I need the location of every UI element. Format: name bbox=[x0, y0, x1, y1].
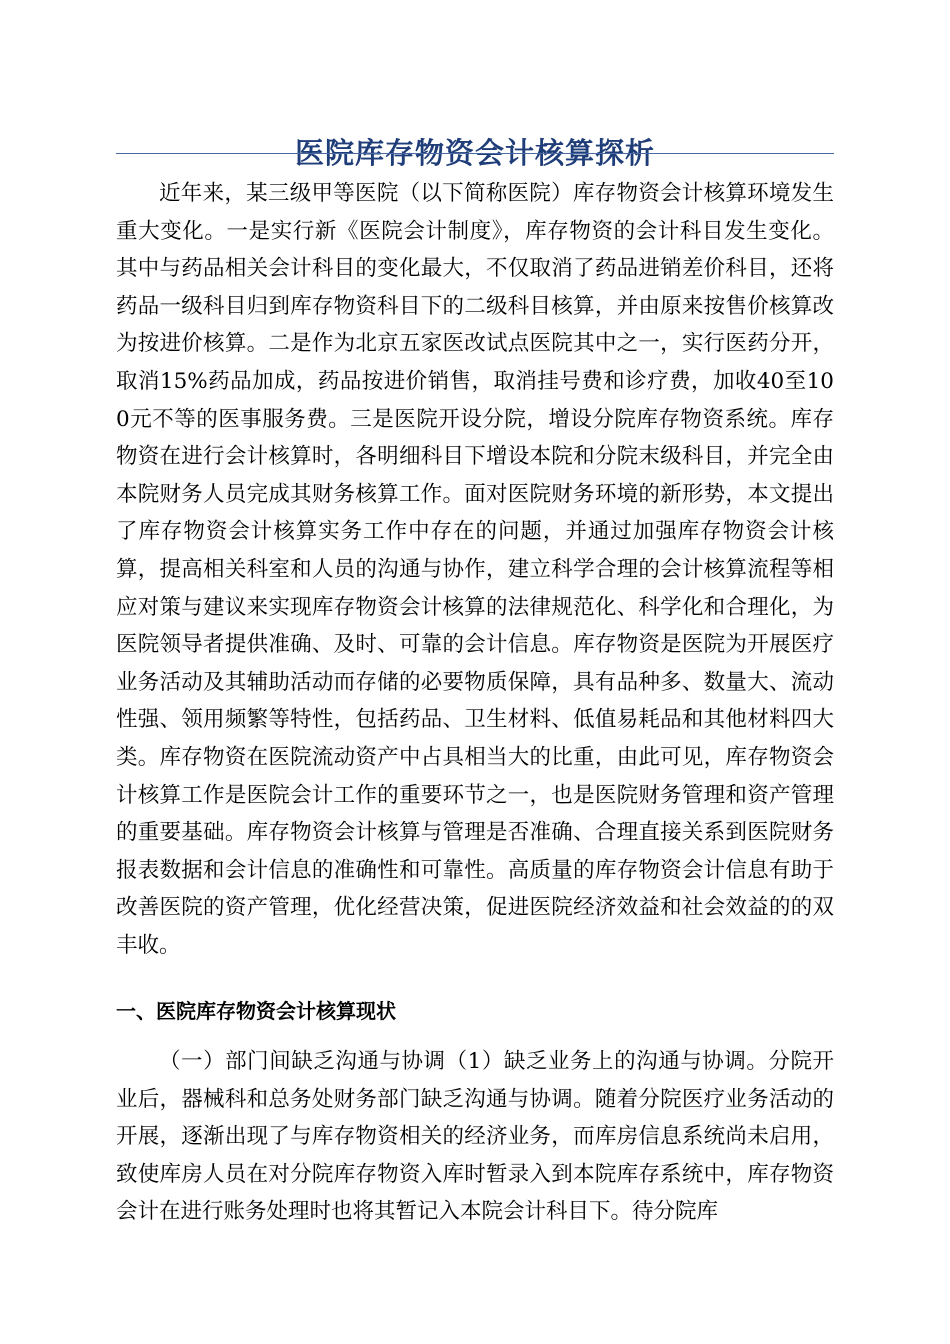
section-paragraph: （一）部门间缺乏沟通与协调（1）缺乏业务上的沟通与协调。分院开业后，器械科和总务处财务部门缺乏沟通与协调。随着分院医疗业务活动的开展，逐渐出现了与库存物资相关的经济业务，而库房信息系统尚未启用，致使库房人员在对分院库存物资入库时暂录入到本院库存系统中，库存物资会计在进行账务处理时也将其暂记入本院会计科目下。待分院库 bbox=[116, 1049, 834, 1225]
section-heading: 一、医院库存物资会计核算现状 bbox=[116, 999, 396, 1023]
title-underline bbox=[116, 153, 834, 154]
intro-paragraph: 近年来，某三级甲等医院（以下简称医院）库存物资会计核算环境发生重大变化。一是实行新《医院会计制度》，库存物资的会计科目发生变化。其中与药品相关会计科目的变化最大，不仅取消了药品进销差价科目，还将药品一级科目归到库存物资科目下的二级科目核算，并由原来按售价核算改为按进价核算。二是作为北京五家医改试点医院其中之一，实行医药分开，取消15%药品加成，药品按进价销售，取消挂号费和诊疗费，加收40至100元不等的医事服务费。三是医院开设分院，增设分院库存物资系统。库存物资在进行会计核算时，各明细科目下增设本院和分院末级科目，并完全由本院财务人员完成其财务核算工作。面对医院财务环境的新形势，本文提出了库存物资会计核算实务工作中存在的问题，并通过加强库存物资会计核算，提高相关科室和人员的沟通与协作，建立科学合理的会计核算流程等相应对策与建议来实现库存物资会计核算的法律规范化、科学化和合理化，为医院领导者提供准确、及时、可靠的会计信息。库存物资是医院为开展医疗业务活动及其辅助活动而存储的必要物质保障，具有品种多、数量大、流动性强、领用频繁等特性，包括药品、卫生材料、低值易耗品和其他材料四大类。库存物资在医院流动资产中占具相当大的比重，由此可见，库存物资会计核算工作是医院会计工作的重要环节之一，也是医院财务管理和资产管理的重要基础。库存物资会计核算与管理是否准确、合理直接关系到医院财务报表数据和会计信息的准确性和可靠性。高质量的库存物资会计信息有助于改善医院的资产管理，优化经营决策，促进医院经济效益和社会效益的的双丰收。 bbox=[116, 181, 834, 958]
document-title: 医院库存物资会计核算探析 bbox=[294, 136, 655, 171]
